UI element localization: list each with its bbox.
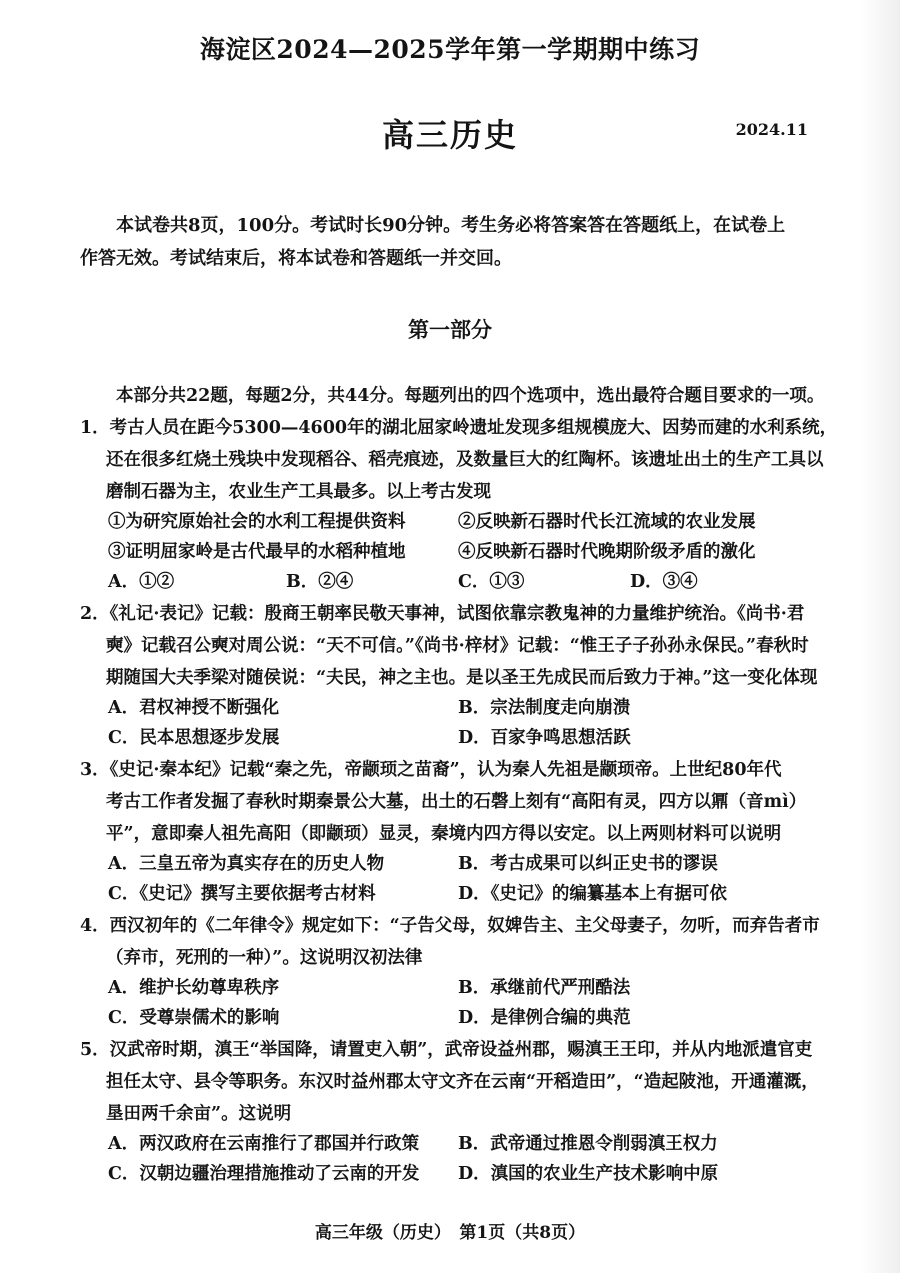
scan-edge-shadow <box>860 0 900 1273</box>
question-2-option-b: B．宗法制度走向崩溃 <box>458 698 631 718</box>
page-footer: 高三年级（历史） 第1页（共8页） <box>314 1223 586 1243</box>
question-1-line-2: 还在很多红烧土残块中发现稻谷、稻壳痕迹，及数量巨大的红陶杯。该遗址出土的生产工具以 <box>106 450 824 470</box>
exam-date: 2024.11 <box>735 120 808 139</box>
question-3-option-b: B．考古成果可以纠正史书的谬误 <box>458 854 718 874</box>
question-5-line-3: 垦田两千余亩”。这说明 <box>106 1104 292 1124</box>
question-5-option-d: D．滇国的农业生产技术影响中原 <box>458 1164 719 1184</box>
question-2-line-3: 期随国大夫季梁对随侯说：“夫民，神之主也。是以圣王先成民而后致力于神。”这一变化体现 <box>106 668 818 688</box>
question-1-option-a: A．①② <box>108 572 175 592</box>
question-1-statement-3: ③证明屈家岭是古代最早的水稻种植地 <box>108 542 406 562</box>
question-3-option-d: D．《史记》的编纂基本上有据可依 <box>458 884 727 904</box>
question-3-line-3: 平”，意即秦人祖先高阳（即颛顼）显灵，秦境内四方得以安定。以上两则材料可以说明 <box>106 824 782 844</box>
question-5-line-2: 担任太守、县令等职务。东汉时益州郡太守文齐在云南“开稻造田”，“造起陂池，开通灌溉， <box>106 1072 819 1092</box>
section-title: 第一部分 <box>408 317 492 342</box>
question-3-option-a: A．三皇五帝为真实存在的历史人物 <box>108 854 385 874</box>
question-3-line-1: 3．《史记·秦本纪》记载“秦之先，帝颛顼之苗裔”，认为秦人先祖是颛顼帝。上世纪80年代 <box>80 760 782 780</box>
question-1-line-3: 磨制石器为主，农业生产工具最多。以上考古发现 <box>106 482 491 502</box>
question-5-option-a: A．两汉政府在云南推行了郡国并行政策 <box>108 1134 420 1154</box>
question-4-option-a: A．维护长幼尊卑秩序 <box>108 978 280 998</box>
question-3-line-2: 考古工作者发掘了春秋时期秦景公大墓，出土的石磬上刻有“高阳有灵，四方以鼏（音mì） <box>106 792 807 812</box>
question-1-statement-4: ④反映新石器时代晚期阶级矛盾的激化 <box>458 542 756 562</box>
question-2-option-c: C．民本思想逐步发展 <box>108 728 280 748</box>
question-5-option-b: B．武帝通过推恩令削弱滇王权力 <box>458 1134 718 1154</box>
question-1-statement-2: ②反映新石器时代长江流域的农业发展 <box>458 512 756 532</box>
question-1-line-1: 1．考古人员在距今5300—4600年的湖北屈家岭遗址发现多组规模庞大、因势而建的水利系统， <box>80 418 838 438</box>
question-4-line-2: （弃市，死刑的一种）”。这说明汉初法律 <box>106 948 423 968</box>
question-2-option-d: D．百家争鸣思想活跃 <box>458 728 631 748</box>
question-4-line-1: 4．西汉初年的《二年律令》规定如下：“子告父母，奴婢告主、主父母妻子，勿听，而弃告者市 <box>80 916 820 936</box>
question-5-option-c: C．汉朝边疆治理措施推动了云南的开发 <box>108 1164 420 1184</box>
question-4-option-d: D．是律例合编的典范 <box>458 1008 631 1028</box>
section-intro: 本部分共22题，每题2分，共44分。每题列出的四个选项中，选出最符合题目要求的一项。 <box>116 386 825 406</box>
exam-title: 海淀区2024—2025学年第一学期期中练习 <box>199 35 701 64</box>
question-4-option-c: C．受尊崇儒术的影响 <box>108 1008 280 1028</box>
question-5-line-1: 5．汉武帝时期，滇王“举国降，请置吏入朝”，武帝设益州郡，赐滇王王印，并从内地派遣官吏 <box>80 1040 813 1060</box>
question-2-option-a: A．君权神授不断强化 <box>108 698 280 718</box>
question-3-option-c: C．《史记》撰写主要依据考古材料 <box>108 884 376 904</box>
question-2-line-1: 2．《礼记·表记》记载：殷商王朝率民敬天事神，试图依靠宗教鬼神的力量维护统治。《尚书·君 <box>80 604 805 624</box>
question-1-option-d: D．③④ <box>630 572 698 592</box>
exam-instructions: 本试卷共8页，100分。考试时长90分钟。考生务必将答案答在答题纸上，在试卷上作答无效。考试结束后，将本试卷和答题纸一并交回。 <box>80 215 786 269</box>
question-4-option-b: B．承继前代严刑酷法 <box>458 978 631 998</box>
question-1-option-c: C．①③ <box>458 572 525 592</box>
question-1-option-b: B．②④ <box>286 572 354 592</box>
question-2-line-2: 奭》记载召公奭对周公说：“天不可信。”《尚书·梓材》记载：“惟王子子孙孙永保民。”春秋时 <box>106 636 809 656</box>
subject-title: 高三历史 <box>381 116 518 154</box>
question-1-statement-1: ①为研究原始社会的水利工程提供资料 <box>108 512 406 532</box>
